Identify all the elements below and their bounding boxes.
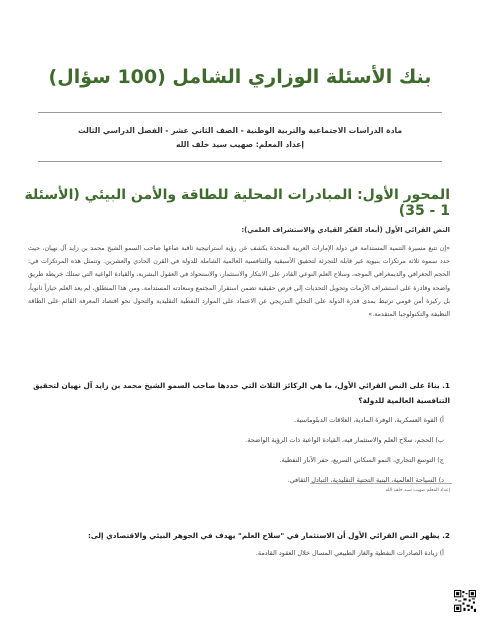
options-list [28, 410, 450, 490]
document-title: بنك الأسئلة الوزاري الشامل (100 سؤال) [48, 66, 432, 88]
option-c: ج) التوسع التجاري، النمو السكاني السريع، حفر الآبار النفطية. [279, 456, 444, 464]
option-a: أ) زيادة الصادرات النفطية والغاز الطبيعي المسال خلال العقود القادمة. [255, 549, 444, 557]
passage-text: «إن تتبع مسيرة التنمية المستدامة في دولة الإمارات العربية المتحدة يكشف عن رؤية استراتيجية ثاقبة صاغها صاحب السمو الشيخ محمد بن زايد آل نهيان، حيث حدد سموه ثلاثة مرتكزات بنيوية غير قابلة للتجزئة لتحقيق الأسبقية والتنافسية العالمية الشاملة للدولة في القرن الحادي والعشرين. وتتمثل هذه المرتكزات في: الحجم الجغرافي والديمغرافي الموجه، وسلاح العلم النوعي القادر على الابتكار والاستثمار، والاستحواذ في العقول البشرية، والقيادة الواعية التي تمتلك خريطة طريق واضحة وقادرة على استشراف الأزمات وتحويل التحديات إلى فرص حقيقية تضمن استقرار المجتمع وسعادته المستدامة. ومن هذا المنطلق، لم يعد العلم خياراً ثانوياً، بل ركيزة أمن قومي ترتبط بمدى قدرة الدولة على التخلي التدريجي عن الاعتماد على الموارد النفطية التقليدية والتحول نحو اقتصاد المعرفة القائم على الطاقة النظيفة والتكنولوجيا المتقدمة.» [28, 245, 450, 319]
qr-code-icon [454, 590, 476, 612]
option-d: د) السياحة العالمية، البنية التحتية التقليدية، التبادل الثقافي. [287, 476, 444, 484]
subject-line: مادة الدراسات الاجتماعية والتربية الوطنية - الصف الثاني عشر - الفصل الدراسي الثالث [77, 126, 403, 135]
teacher-line: إعداد المعلم: صهيب سيد خلف الله [175, 140, 305, 149]
passage-label: النص القرائي الأول (أبعاد الفكر القيادي والاستشراف العلمي): [241, 226, 450, 234]
question-1 [28, 378, 450, 490]
option-a: أ) القوة العسكرية، الوفرة المادية، العلاقات الدبلوماسية. [294, 416, 444, 424]
question-text: 2. يظهر النص القرائي الأول أن الاستثمار في "سلاح العلم" يهدف في الجوهر البيئي والاقتصادي إلى: [88, 531, 450, 540]
question-text: 1. بناءً على النص القرائي الأول، ما هي الركائز الثلاث التي حددها صاحب السمو الشيخ محمد بن زايد آل نهيان لتحقيق التنافسية العالمية للدولة؟ [33, 381, 450, 405]
header-divider [38, 161, 442, 162]
option-b: ب) الحجم، سلاح العلم والاستثمار فيه، القيادة الواعية ذات الرؤية الواضحة. [245, 436, 444, 444]
question-2 [28, 528, 450, 563]
title-divider [38, 112, 442, 113]
passage-block [28, 226, 450, 321]
options-list [28, 543, 450, 563]
section-title: المحور الأول: المبادرات المحلية للطاقة والأمن البيئي (الأسئلة 1 - 35) [24, 187, 450, 219]
footnote: إعداد المعلم صهيب سيد خلف الله [385, 488, 450, 493]
footnote-divider [310, 483, 452, 484]
